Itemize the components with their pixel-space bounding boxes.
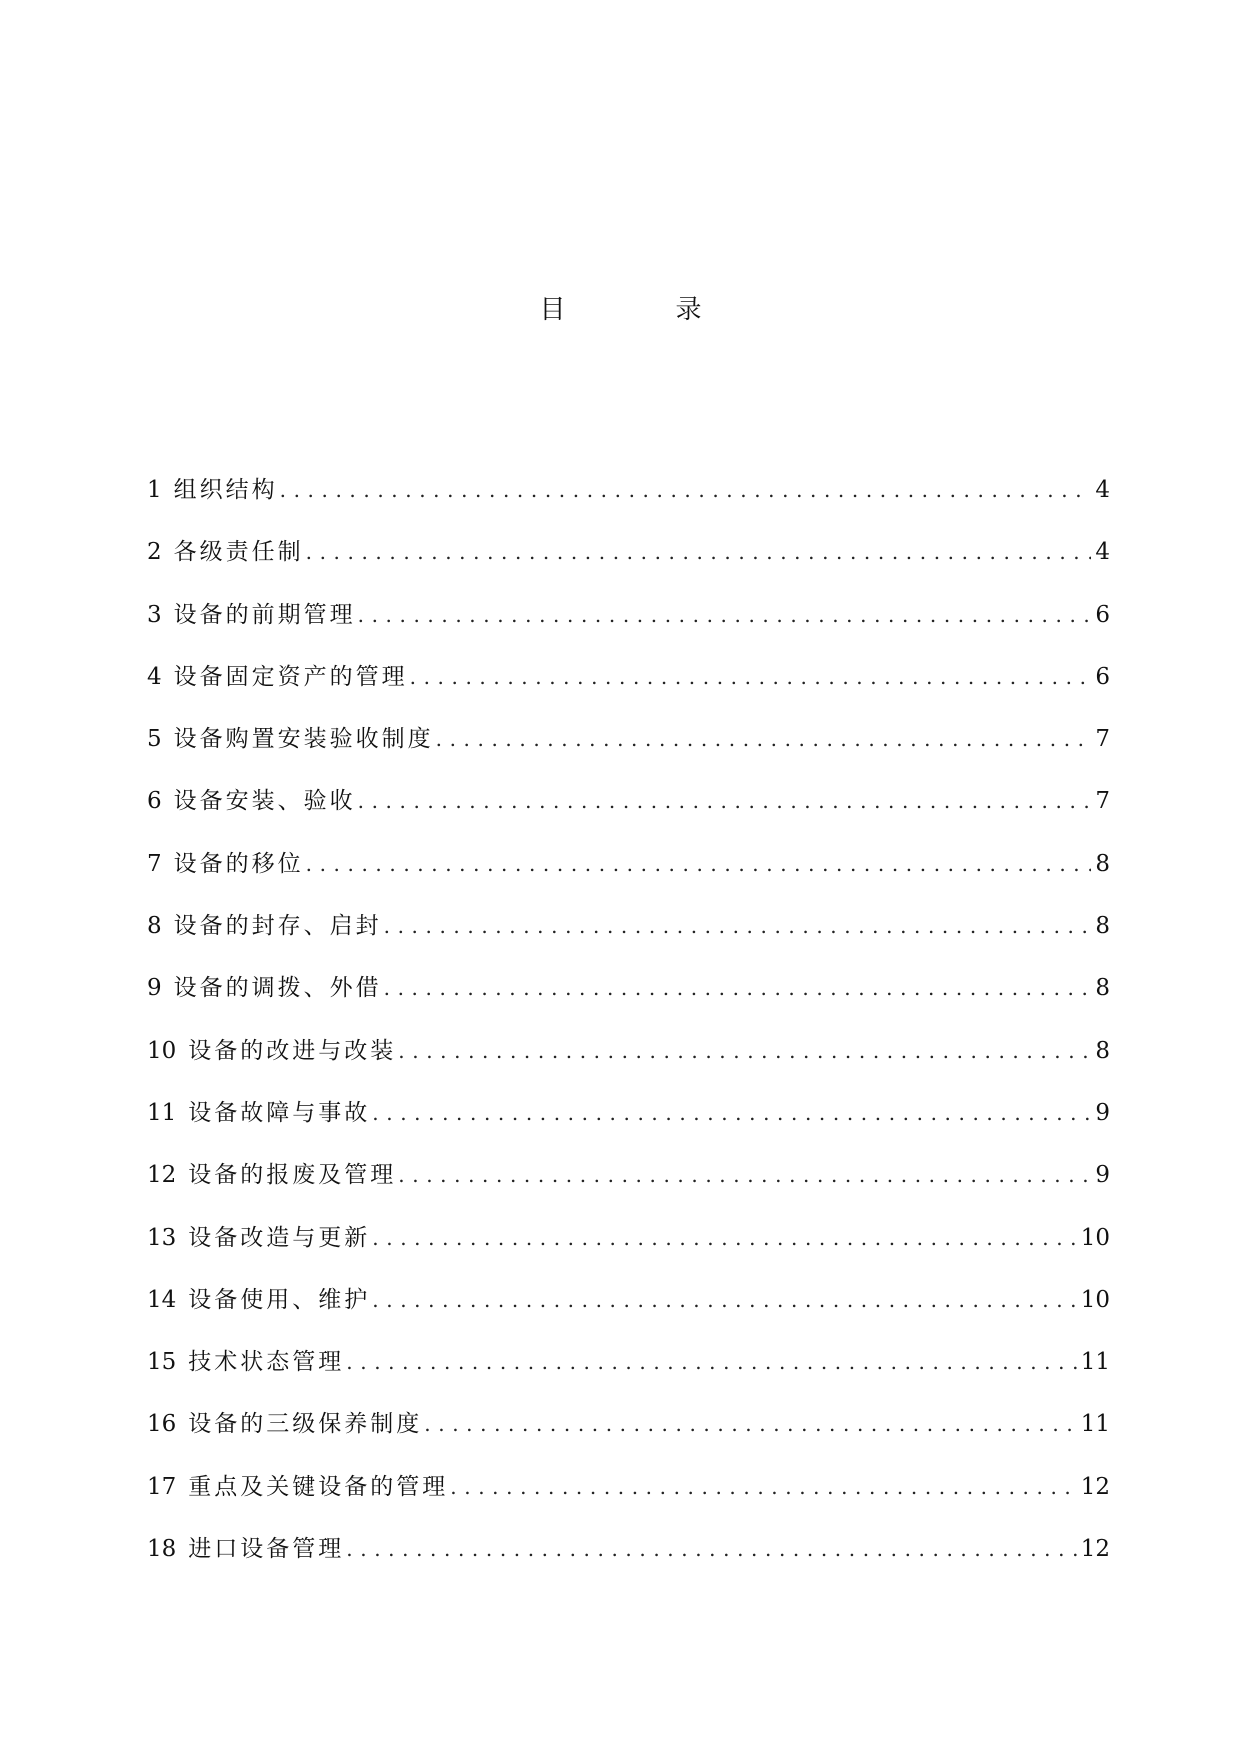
toc-title: 目 录 xyxy=(539,295,744,325)
toc-entry-number: 12 xyxy=(147,1162,177,1189)
toc-dot-leader xyxy=(372,1280,1076,1320)
toc-entry-number: 6 xyxy=(147,788,162,815)
toc-dot-leader xyxy=(372,1218,1076,1258)
toc-entry[interactable] xyxy=(147,719,1110,781)
toc-entry-label: 设备的报废及管理 xyxy=(188,1162,397,1189)
toc-entry-label: 各级责任制 xyxy=(173,539,304,566)
toc-entry-number: 15 xyxy=(147,1349,177,1376)
toc-entry-label: 设备的前期管理 xyxy=(173,601,356,628)
toc-entry-label: 设备的调拨、外借 xyxy=(173,975,382,1002)
toc-entry-number: 1 xyxy=(147,477,162,503)
toc-entry-number: 5 xyxy=(147,726,162,753)
toc-entry[interactable] xyxy=(147,470,1110,532)
toc-entry-page-number: 6 xyxy=(1095,601,1110,628)
toc-entry-label: 设备改造与更新 xyxy=(188,1224,371,1251)
toc-entry-number: 4 xyxy=(147,663,162,690)
toc-entry-label: 设备的封存、启封 xyxy=(173,913,382,940)
toc-entry-number: 7 xyxy=(147,850,162,877)
toc-entry-label: 设备固定资产的管理 xyxy=(173,663,408,690)
toc-entry-page-number: 12 xyxy=(1080,1536,1110,1563)
toc-entry-page-number: 8 xyxy=(1095,850,1110,877)
toc-dot-leader xyxy=(398,1155,1091,1195)
toc-entry-number: 11 xyxy=(147,1099,177,1126)
toc-entry-number: 18 xyxy=(147,1536,177,1563)
toc-entry[interactable] xyxy=(147,595,1110,657)
toc-dot-leader xyxy=(424,1404,1076,1444)
toc-entry-page-number: 8 xyxy=(1095,1037,1110,1064)
toc-entry[interactable] xyxy=(147,1031,1110,1093)
toc-dot-leader xyxy=(280,470,1092,510)
toc-entry[interactable] xyxy=(147,1404,1110,1466)
toc-entry[interactable] xyxy=(147,1218,1110,1280)
toc-entry-number: 13 xyxy=(147,1224,177,1251)
toc-entry-number: 10 xyxy=(147,1037,177,1064)
toc-dot-leader xyxy=(450,1467,1076,1507)
toc-entry-number: 17 xyxy=(147,1473,177,1500)
toc-entry-page-number: 11 xyxy=(1080,1349,1110,1376)
toc-dot-leader xyxy=(306,844,1092,884)
toc-entry-number: 8 xyxy=(147,913,162,940)
toc-dot-leader xyxy=(398,1031,1091,1071)
toc-entry[interactable] xyxy=(147,532,1110,594)
toc-entry-page-number: 10 xyxy=(1080,1286,1110,1313)
toc-dot-leader xyxy=(436,719,1092,759)
toc-entry-label: 设备安装、验收 xyxy=(173,788,356,815)
toc-dot-leader xyxy=(346,1529,1076,1569)
toc-entry-page-number: 10 xyxy=(1080,1224,1110,1251)
toc-entry[interactable] xyxy=(147,1280,1110,1342)
toc-dot-leader xyxy=(384,906,1092,946)
toc-entry[interactable] xyxy=(147,1467,1110,1529)
toc-entry-page-number: 12 xyxy=(1080,1473,1110,1500)
toc-entry-page-number: 4 xyxy=(1095,539,1110,566)
toc-entry-label: 设备的改进与改装 xyxy=(188,1037,397,1064)
toc-entry-label: 重点及关键设备的管理 xyxy=(188,1473,449,1500)
toc-entry-page-number: 4 xyxy=(1095,477,1110,503)
toc-dot-leader xyxy=(410,657,1092,697)
toc-entry-page-number: 7 xyxy=(1095,726,1110,753)
toc-entry[interactable] xyxy=(147,968,1110,1030)
toc-dot-leader xyxy=(372,1093,1091,1133)
toc-entry[interactable] xyxy=(147,844,1110,906)
toc-entry-label: 设备故障与事故 xyxy=(188,1099,371,1126)
toc-entry-label: 组织结构 xyxy=(173,477,278,503)
toc-dot-leader xyxy=(306,532,1092,572)
toc-entry-number: 2 xyxy=(147,539,162,566)
toc-dot-leader xyxy=(346,1342,1076,1382)
toc-entry-page-number: 6 xyxy=(1095,663,1110,690)
toc-entry-label: 进口设备管理 xyxy=(188,1536,345,1563)
toc-entry-label: 设备使用、维护 xyxy=(188,1286,371,1313)
toc-entry[interactable] xyxy=(147,781,1110,843)
toc-dot-leader xyxy=(358,781,1092,821)
toc-entry-number: 16 xyxy=(147,1411,177,1438)
toc-entry-page-number: 11 xyxy=(1080,1411,1110,1438)
toc-entry-page-number: 8 xyxy=(1095,913,1110,940)
toc-entry[interactable] xyxy=(147,1093,1110,1155)
toc-entry-page-number: 9 xyxy=(1095,1162,1110,1189)
toc-entry-label: 设备购置安装验收制度 xyxy=(173,726,434,753)
toc-entry[interactable] xyxy=(147,1529,1110,1591)
toc-entry-label: 技术状态管理 xyxy=(188,1349,345,1376)
toc-entry[interactable] xyxy=(147,657,1110,719)
toc-entry[interactable] xyxy=(147,1155,1110,1217)
toc-entry-number: 9 xyxy=(147,975,162,1002)
toc-entry-label: 设备的三级保养制度 xyxy=(188,1411,423,1438)
toc-entry[interactable] xyxy=(147,906,1110,968)
toc-entry-page-number: 9 xyxy=(1095,1099,1110,1126)
toc-dot-leader xyxy=(358,595,1092,635)
toc-entry-number: 14 xyxy=(147,1286,177,1313)
toc-entry-page-number: 7 xyxy=(1095,788,1110,815)
toc-entry-number: 3 xyxy=(147,601,162,628)
toc-dot-leader xyxy=(384,968,1092,1008)
toc-entry[interactable] xyxy=(147,1342,1110,1404)
toc-entry-label: 设备的移位 xyxy=(173,850,304,877)
toc-list xyxy=(147,470,1110,1591)
toc-entry-page-number: 8 xyxy=(1095,975,1110,1002)
